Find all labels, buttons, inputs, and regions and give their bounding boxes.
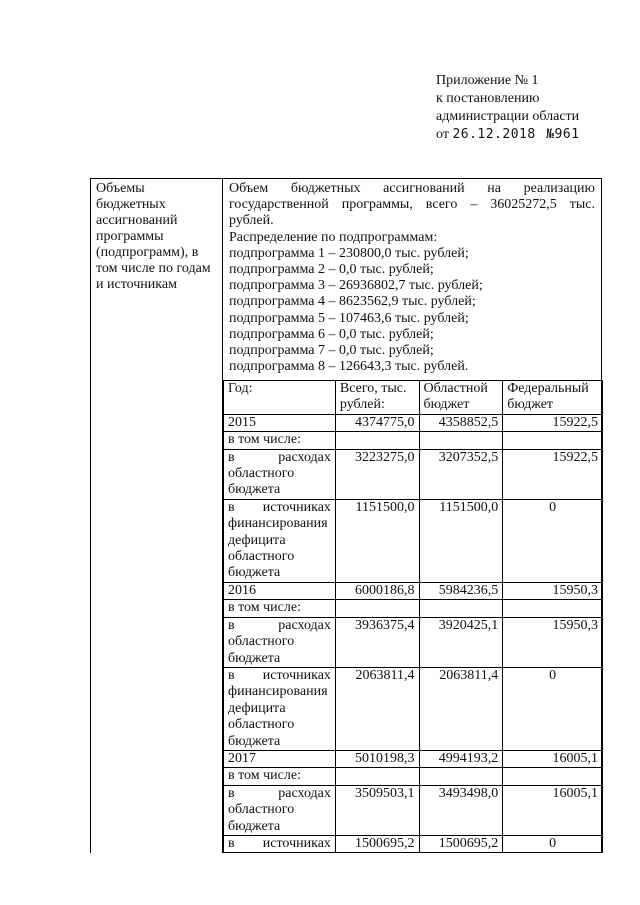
total-line-3: рублей. <box>229 213 274 229</box>
federal-cell: 16005,1 <box>503 785 603 835</box>
regional-cell: 1151500,0 <box>419 499 503 582</box>
subprogram-item: подпрограмма 7 – 0,0 тыс. рублей; <box>229 343 434 359</box>
total-cell: 1151500,0 <box>335 499 419 582</box>
passport-table <box>90 178 602 853</box>
regional-cell: 1500695,2 <box>419 835 503 852</box>
row-label: в расходах областного бюджета <box>224 449 336 499</box>
subprogram-item: подпрограмма 2 – 0,0 тыс. рублей; <box>229 262 434 278</box>
total-cell: 3936375,4 <box>335 617 419 667</box>
header-federal: Федеральный бюджет <box>503 381 603 415</box>
appendix-from: от <box>436 127 449 142</box>
row-label: в источниках финансирования дефицита областного бюджета <box>224 667 336 750</box>
table-row <box>224 449 603 499</box>
row-label: в источниках финансирования дефицита областного бюджета <box>224 499 336 582</box>
total-cell: 4374775,0 <box>335 414 419 431</box>
total-cell: 6000186,8 <box>335 582 419 599</box>
federal-cell: 0 <box>503 667 603 750</box>
total-cell: 1500695,2 <box>335 835 419 852</box>
yearly-budget-table <box>223 380 603 853</box>
distribution-heading: Распределение по подпрограммам: <box>229 229 438 245</box>
budget-intro <box>223 179 601 375</box>
header-regional: Областной бюджет <box>419 381 503 415</box>
total-cell: 3509503,1 <box>335 785 419 835</box>
subprogram-item: подпрограмма 1 – 230800,0 тыс. рублей; <box>229 245 469 261</box>
regional-cell: 2063811,4 <box>419 667 503 750</box>
table-row <box>224 617 603 667</box>
header-total: Всего, тыс. рублей: <box>335 381 419 415</box>
table-header-row <box>224 381 603 415</box>
table-row <box>224 768 603 785</box>
header-year: Год: <box>224 381 336 415</box>
row-label: в расходах областного бюджета <box>224 785 336 835</box>
total-line-1: Объем бюджетных ассигнований на реализацию <box>229 181 595 196</box>
subprogram-item: подпрограмма 4 – 8623562,9 тыс. рублей; <box>229 294 476 310</box>
appendix-date-line <box>436 126 580 144</box>
appendix-date: 26.12.2018 <box>452 127 536 142</box>
subprogram-item: подпрограмма 5 – 107463,6 тыс. рублей; <box>229 310 469 326</box>
table-row <box>224 600 603 617</box>
federal-cell: 0 <box>503 835 603 852</box>
federal-cell: 15922,5 <box>503 449 603 499</box>
regional-cell: 4994193,2 <box>419 750 503 767</box>
regional-cell: 3493498,0 <box>419 785 503 835</box>
total-cell: 2063811,4 <box>335 667 419 750</box>
subprogram-item: подпрограмма 6 – 0,0 тыс. рублей; <box>229 326 434 342</box>
year-cell: 2016 <box>224 582 336 599</box>
regional-cell: 3920425,1 <box>419 617 503 667</box>
table-row <box>224 582 603 599</box>
table-row <box>224 432 603 449</box>
regional-cell: 3207352,5 <box>419 449 503 499</box>
in-total-label: в том числе: <box>224 600 336 617</box>
subprogram-item: подпрограмма 3 – 26936802,7 тыс. рублей; <box>229 278 483 294</box>
federal-cell: 16005,1 <box>503 750 603 767</box>
federal-cell: 15922,5 <box>503 414 603 431</box>
table-row <box>224 667 603 750</box>
total-cell: 5010198,3 <box>335 750 419 767</box>
row-label: в источниках <box>224 835 336 852</box>
appendix-line3: администрации области <box>436 109 580 124</box>
right-content-cell <box>223 179 601 853</box>
table-row <box>224 499 603 582</box>
appendix-number: №961 <box>546 127 580 142</box>
table-row <box>224 750 603 767</box>
federal-cell: 15950,3 <box>503 582 603 599</box>
in-total-label: в том числе: <box>224 768 336 785</box>
regional-cell: 4358852,5 <box>419 414 503 431</box>
table-row <box>224 785 603 835</box>
total-cell: 3223275,0 <box>335 449 419 499</box>
appendix-line2: к постановлению <box>436 91 540 106</box>
row-label: в расходах областного бюджета <box>224 617 336 667</box>
appendix-title: Приложение № 1 <box>436 73 539 88</box>
left-label-cell: Объемы бюджетных ассигнований программы (подпрограмм), в том числе по годам и источникам <box>91 179 223 853</box>
year-cell: 2017 <box>224 750 336 767</box>
subprogram-item: подпрограмма 8 – 126643,3 тыс. рублей. <box>229 359 469 375</box>
in-total-label: в том числе: <box>224 432 336 449</box>
federal-cell: 15950,3 <box>503 617 603 667</box>
table-row <box>224 414 603 431</box>
year-cell: 2015 <box>224 414 336 431</box>
table-row <box>224 835 603 852</box>
regional-cell: 5984236,5 <box>419 582 503 599</box>
total-line-2: государственной программы, всего – 36025272,5 тыс. <box>229 197 595 213</box>
appendix-header <box>436 72 580 144</box>
federal-cell: 0 <box>503 499 603 582</box>
